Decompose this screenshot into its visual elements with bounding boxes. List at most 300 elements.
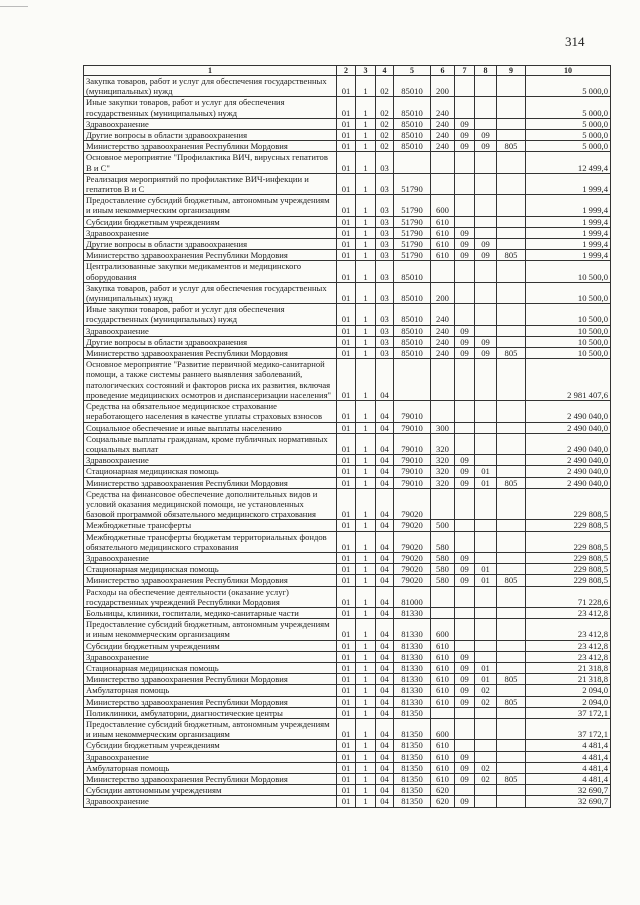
row-name-cell: Амбулаторная помощь xyxy=(84,685,337,696)
amount-cell: 10 500,0 xyxy=(526,348,611,359)
code-cell: 09 xyxy=(455,336,475,347)
code-cell: 1 xyxy=(356,359,376,401)
code-cell xyxy=(475,173,497,194)
code-cell: 610 xyxy=(431,762,455,773)
code-cell xyxy=(497,76,526,97)
amount-cell: 2 490 040,0 xyxy=(526,422,611,433)
code-cell: 03 xyxy=(376,195,394,216)
code-cell: 09 xyxy=(455,325,475,336)
code-cell: 04 xyxy=(376,466,394,477)
code-cell xyxy=(497,261,526,282)
code-cell xyxy=(475,531,497,552)
code-cell: 09 xyxy=(475,348,497,359)
code-cell: 85010 xyxy=(394,325,431,336)
code-cell: 79010 xyxy=(394,433,431,454)
table-row xyxy=(84,619,611,640)
code-cell: 805 xyxy=(497,696,526,707)
code-cell: 01 xyxy=(337,118,356,129)
code-cell: 02 xyxy=(376,97,394,118)
table-row xyxy=(84,141,611,152)
code-cell xyxy=(497,586,526,607)
code-cell: 610 xyxy=(431,250,455,261)
code-cell: 01 xyxy=(337,651,356,662)
code-cell xyxy=(497,433,526,454)
code-cell: 01 xyxy=(337,674,356,685)
amount-cell: 1 999,4 xyxy=(526,216,611,227)
code-cell: 805 xyxy=(497,674,526,685)
code-cell: 01 xyxy=(337,250,356,261)
code-cell xyxy=(497,564,526,575)
code-cell: 09 xyxy=(455,348,475,359)
column-header: 2 xyxy=(337,66,356,76)
row-name-cell: Стационарная медицинская помощь xyxy=(84,564,337,575)
code-cell xyxy=(431,607,455,618)
row-name-cell: Субсидии бюджетным учреждениям xyxy=(84,740,337,751)
amount-cell: 1 999,4 xyxy=(526,227,611,238)
code-cell xyxy=(497,304,526,325)
table-row xyxy=(84,325,611,336)
code-cell: 04 xyxy=(376,488,394,520)
code-cell: 01 xyxy=(337,662,356,673)
code-cell: 85010 xyxy=(394,76,431,97)
code-cell: 610 xyxy=(431,696,455,707)
code-cell: 81330 xyxy=(394,662,431,673)
code-cell: 81330 xyxy=(394,696,431,707)
code-cell: 09 xyxy=(475,239,497,250)
table-row xyxy=(84,466,611,477)
code-cell xyxy=(394,359,431,401)
code-cell: 1 xyxy=(356,531,376,552)
code-cell: 01 xyxy=(337,422,356,433)
code-cell: 04 xyxy=(376,477,394,488)
table-row xyxy=(84,130,611,141)
code-cell: 85010 xyxy=(394,261,431,282)
code-cell xyxy=(455,195,475,216)
code-cell: 81330 xyxy=(394,651,431,662)
amount-cell: 2 490 040,0 xyxy=(526,401,611,422)
code-cell: 79020 xyxy=(394,575,431,586)
row-name-cell: Здравоохранение xyxy=(84,796,337,807)
row-name-cell: Предоставление субсидий бюджетным, автономным учреждениям и иным некоммерческим организациям xyxy=(84,195,337,216)
code-cell: 1 xyxy=(356,466,376,477)
code-cell: 03 xyxy=(376,336,394,347)
code-cell: 09 xyxy=(475,250,497,261)
code-cell: 01 xyxy=(337,762,356,773)
code-cell xyxy=(455,304,475,325)
code-cell: 610 xyxy=(431,216,455,227)
code-cell xyxy=(497,740,526,751)
table-row xyxy=(84,250,611,261)
code-cell: 240 xyxy=(431,130,455,141)
code-cell xyxy=(475,718,497,739)
row-name-cell: Социальное обеспечение и иные выплаты населению xyxy=(84,422,337,433)
code-cell xyxy=(455,433,475,454)
code-cell: 81350 xyxy=(394,718,431,739)
amount-cell: 4 481,4 xyxy=(526,774,611,785)
code-cell: 04 xyxy=(376,662,394,673)
code-cell xyxy=(455,607,475,618)
table-row xyxy=(84,740,611,751)
code-cell: 01 xyxy=(337,173,356,194)
code-cell: 04 xyxy=(376,552,394,563)
amount-cell: 37 172,1 xyxy=(526,718,611,739)
code-cell: 79010 xyxy=(394,477,431,488)
code-cell: 1 xyxy=(356,685,376,696)
table-row xyxy=(84,261,611,282)
column-header: 4 xyxy=(376,66,394,76)
code-cell xyxy=(497,796,526,807)
code-cell: 1 xyxy=(356,477,376,488)
code-cell: 240 xyxy=(431,336,455,347)
code-cell xyxy=(475,707,497,718)
code-cell: 03 xyxy=(376,261,394,282)
code-cell: 04 xyxy=(376,619,394,640)
code-cell xyxy=(475,261,497,282)
code-cell: 1 xyxy=(356,796,376,807)
code-cell: 04 xyxy=(376,696,394,707)
code-cell: 1 xyxy=(356,751,376,762)
code-cell xyxy=(497,707,526,718)
row-name-cell: Иные закупки товаров, работ и услуг для обеспечения государственных (муниципальных) нужд xyxy=(84,97,337,118)
code-cell: 09 xyxy=(455,141,475,152)
code-cell: 01 xyxy=(337,552,356,563)
code-cell: 500 xyxy=(431,520,455,531)
code-cell xyxy=(497,685,526,696)
table-row xyxy=(84,707,611,718)
code-cell: 01 xyxy=(337,152,356,173)
row-name-cell: Министерство здравоохранения Республики Мордовия xyxy=(84,250,337,261)
code-cell: 01 xyxy=(337,130,356,141)
code-cell: 240 xyxy=(431,304,455,325)
code-cell: 1 xyxy=(356,564,376,575)
code-cell: 01 xyxy=(337,575,356,586)
code-cell xyxy=(431,173,455,194)
code-cell: 580 xyxy=(431,552,455,563)
code-cell: 01 xyxy=(337,282,356,303)
code-cell: 01 xyxy=(337,239,356,250)
table-row xyxy=(84,531,611,552)
code-cell: 04 xyxy=(376,455,394,466)
code-cell: 01 xyxy=(337,564,356,575)
code-cell: 805 xyxy=(497,575,526,586)
code-cell: 04 xyxy=(376,401,394,422)
table-row xyxy=(84,282,611,303)
code-cell xyxy=(455,422,475,433)
code-cell: 1 xyxy=(356,401,376,422)
row-name-cell: Межбюджетные трансферты бюджетам территориальных фондов обязательного медицинского страхования xyxy=(84,531,337,552)
table-row xyxy=(84,97,611,118)
row-name-cell: Министерство здравоохранения Республики Мордовия xyxy=(84,674,337,685)
code-cell xyxy=(475,520,497,531)
code-cell: 01 xyxy=(337,336,356,347)
amount-cell: 4 481,4 xyxy=(526,762,611,773)
amount-cell: 229 808,5 xyxy=(526,552,611,563)
table-row xyxy=(84,488,611,520)
code-cell: 03 xyxy=(376,325,394,336)
amount-cell: 2 094,0 xyxy=(526,696,611,707)
code-cell: 01 xyxy=(475,662,497,673)
code-cell: 01 xyxy=(337,640,356,651)
code-cell: 81330 xyxy=(394,607,431,618)
code-cell: 03 xyxy=(376,227,394,238)
code-cell: 610 xyxy=(431,640,455,651)
code-cell: 85010 xyxy=(394,336,431,347)
code-cell: 610 xyxy=(431,740,455,751)
table-row xyxy=(84,552,611,563)
code-cell: 200 xyxy=(431,76,455,97)
code-cell xyxy=(497,239,526,250)
row-name-cell: Средства на обязательное медицинское страхование неработающего населения в качестве уплаты страховых взносов xyxy=(84,401,337,422)
code-cell xyxy=(431,152,455,173)
code-cell: 320 xyxy=(431,433,455,454)
amount-cell: 23 412,8 xyxy=(526,607,611,618)
code-cell: 610 xyxy=(431,751,455,762)
row-name-cell: Министерство здравоохранения Республики Мордовия xyxy=(84,696,337,707)
code-cell: 610 xyxy=(431,674,455,685)
code-cell xyxy=(455,586,475,607)
table-row xyxy=(84,422,611,433)
amount-cell: 2 094,0 xyxy=(526,685,611,696)
row-name-cell: Здравоохранение xyxy=(84,651,337,662)
code-cell: 01 xyxy=(337,227,356,238)
amount-cell: 37 172,1 xyxy=(526,707,611,718)
code-cell xyxy=(455,216,475,227)
row-name-cell: Министерство здравоохранения Республики Мордовия xyxy=(84,141,337,152)
code-cell: 01 xyxy=(337,76,356,97)
code-cell: 04 xyxy=(376,520,394,531)
code-cell: 01 xyxy=(337,531,356,552)
table-row xyxy=(84,751,611,762)
code-cell xyxy=(497,488,526,520)
code-cell xyxy=(497,401,526,422)
code-cell xyxy=(497,325,526,336)
code-cell: 09 xyxy=(455,477,475,488)
code-cell: 01 xyxy=(337,195,356,216)
code-cell xyxy=(475,282,497,303)
amount-cell: 2 490 040,0 xyxy=(526,433,611,454)
code-cell xyxy=(475,195,497,216)
table-header-row xyxy=(84,66,611,76)
code-cell: 01 xyxy=(337,433,356,454)
code-cell: 240 xyxy=(431,97,455,118)
code-cell: 01 xyxy=(337,261,356,282)
code-cell: 1 xyxy=(356,607,376,618)
code-cell: 01 xyxy=(337,348,356,359)
code-cell xyxy=(475,422,497,433)
code-cell xyxy=(497,97,526,118)
code-cell: 81350 xyxy=(394,774,431,785)
code-cell: 1 xyxy=(356,696,376,707)
code-cell: 1 xyxy=(356,173,376,194)
code-cell: 04 xyxy=(376,718,394,739)
code-cell xyxy=(475,796,497,807)
table-row xyxy=(84,696,611,707)
row-name-cell: Здравоохранение xyxy=(84,118,337,129)
code-cell: 02 xyxy=(475,685,497,696)
code-cell xyxy=(497,531,526,552)
code-cell: 03 xyxy=(376,250,394,261)
code-cell xyxy=(475,651,497,662)
row-name-cell: Основное мероприятие "Профилактика ВИЧ, вирусных гепатитов В и С" xyxy=(84,152,337,173)
code-cell xyxy=(497,552,526,563)
page-number: 314 xyxy=(565,34,585,49)
row-name-cell: Стационарная медицинская помощь xyxy=(84,466,337,477)
code-cell: 1 xyxy=(356,239,376,250)
code-cell: 09 xyxy=(475,336,497,347)
table-row xyxy=(84,662,611,673)
code-cell: 81000 xyxy=(394,586,431,607)
amount-cell: 21 318,8 xyxy=(526,674,611,685)
code-cell: 79010 xyxy=(394,455,431,466)
code-cell: 805 xyxy=(497,348,526,359)
amount-cell: 21 318,8 xyxy=(526,662,611,673)
code-cell xyxy=(497,130,526,141)
table-row xyxy=(84,796,611,807)
table-row xyxy=(84,674,611,685)
code-cell: 1 xyxy=(356,76,376,97)
code-cell: 01 xyxy=(337,785,356,796)
code-cell: 1 xyxy=(356,195,376,216)
code-cell: 01 xyxy=(475,477,497,488)
code-cell: 09 xyxy=(455,466,475,477)
code-cell: 01 xyxy=(337,607,356,618)
code-cell: 1 xyxy=(356,674,376,685)
code-cell: 04 xyxy=(376,774,394,785)
code-cell: 580 xyxy=(431,564,455,575)
code-cell xyxy=(497,520,526,531)
row-name-cell: Здравоохранение xyxy=(84,455,337,466)
code-cell xyxy=(475,152,497,173)
row-name-cell: Межбюджетные трансферты xyxy=(84,520,337,531)
code-cell: 01 xyxy=(337,141,356,152)
code-cell: 01 xyxy=(337,325,356,336)
code-cell xyxy=(431,261,455,282)
code-cell: 79020 xyxy=(394,531,431,552)
code-cell: 09 xyxy=(455,130,475,141)
code-cell: 320 xyxy=(431,466,455,477)
code-cell: 09 xyxy=(455,762,475,773)
code-cell: 1 xyxy=(356,433,376,454)
table-row xyxy=(84,152,611,173)
code-cell: 1 xyxy=(356,488,376,520)
amount-cell: 229 808,5 xyxy=(526,531,611,552)
amount-cell: 1 999,4 xyxy=(526,195,611,216)
code-cell xyxy=(475,751,497,762)
code-cell: 01 xyxy=(337,488,356,520)
row-name-cell: Реализация мероприятий по профилактике ВИЧ-инфекции и гепатитов В и С xyxy=(84,173,337,194)
row-name-cell: Субсидии бюджетным учреждениям xyxy=(84,640,337,651)
code-cell: 04 xyxy=(376,785,394,796)
table-row xyxy=(84,607,611,618)
table-row xyxy=(84,520,611,531)
code-cell xyxy=(455,261,475,282)
code-cell xyxy=(497,216,526,227)
budget-table xyxy=(83,65,611,808)
code-cell: 01 xyxy=(337,97,356,118)
table-row xyxy=(84,433,611,454)
amount-cell: 32 690,7 xyxy=(526,785,611,796)
code-cell: 85010 xyxy=(394,304,431,325)
column-header: 8 xyxy=(475,66,497,76)
code-cell: 610 xyxy=(431,227,455,238)
code-cell xyxy=(455,359,475,401)
code-cell: 610 xyxy=(431,239,455,250)
code-cell: 09 xyxy=(475,141,497,152)
row-name-cell: Другие вопросы в области здравоохранения xyxy=(84,130,337,141)
code-cell xyxy=(475,216,497,227)
code-cell: 03 xyxy=(376,282,394,303)
code-cell: 01 xyxy=(337,718,356,739)
amount-cell: 4 481,4 xyxy=(526,751,611,762)
amount-cell: 10 500,0 xyxy=(526,304,611,325)
code-cell xyxy=(475,488,497,520)
table-row xyxy=(84,785,611,796)
code-cell: 04 xyxy=(376,674,394,685)
code-cell: 1 xyxy=(356,325,376,336)
code-cell: 51790 xyxy=(394,239,431,250)
code-cell: 04 xyxy=(376,531,394,552)
code-cell xyxy=(455,282,475,303)
table-row xyxy=(84,336,611,347)
code-cell: 04 xyxy=(376,740,394,751)
code-cell: 01 xyxy=(337,304,356,325)
code-cell xyxy=(475,607,497,618)
code-cell: 1 xyxy=(356,774,376,785)
row-name-cell: Амбулаторная помощь xyxy=(84,762,337,773)
code-cell: 79010 xyxy=(394,466,431,477)
code-cell xyxy=(431,488,455,520)
row-name-cell: Стационарная медицинская помощь xyxy=(84,662,337,673)
code-cell xyxy=(475,304,497,325)
code-cell: 01 xyxy=(475,575,497,586)
code-cell: 04 xyxy=(376,586,394,607)
code-cell xyxy=(455,619,475,640)
code-cell: 1 xyxy=(356,552,376,563)
code-cell xyxy=(455,97,475,118)
code-cell xyxy=(475,401,497,422)
row-name-cell: Предоставление субсидий бюджетным, автономным учреждениям и иным некоммерческим организациям xyxy=(84,718,337,739)
amount-cell: 5 000,0 xyxy=(526,97,611,118)
code-cell: 03 xyxy=(376,348,394,359)
code-cell: 04 xyxy=(376,564,394,575)
code-cell xyxy=(475,740,497,751)
code-cell: 51790 xyxy=(394,227,431,238)
code-cell xyxy=(455,785,475,796)
code-cell xyxy=(475,76,497,97)
code-cell: 805 xyxy=(497,774,526,785)
code-cell xyxy=(475,325,497,336)
code-cell: 01 xyxy=(337,477,356,488)
amount-cell: 10 500,0 xyxy=(526,325,611,336)
column-header: 9 xyxy=(497,66,526,76)
code-cell: 79010 xyxy=(394,401,431,422)
code-cell: 04 xyxy=(376,607,394,618)
code-cell xyxy=(475,586,497,607)
code-cell: 1 xyxy=(356,152,376,173)
code-cell: 02 xyxy=(475,696,497,707)
table-row xyxy=(84,359,611,401)
code-cell: 79020 xyxy=(394,552,431,563)
code-cell: 580 xyxy=(431,575,455,586)
code-cell: 04 xyxy=(376,796,394,807)
code-cell xyxy=(497,118,526,129)
code-cell xyxy=(497,718,526,739)
code-cell: 805 xyxy=(497,141,526,152)
code-cell xyxy=(475,552,497,563)
code-cell xyxy=(455,76,475,97)
row-name-cell: Иные закупки товаров, работ и услуг для обеспечения государственных (муниципальных) нужд xyxy=(84,304,337,325)
code-cell xyxy=(455,401,475,422)
